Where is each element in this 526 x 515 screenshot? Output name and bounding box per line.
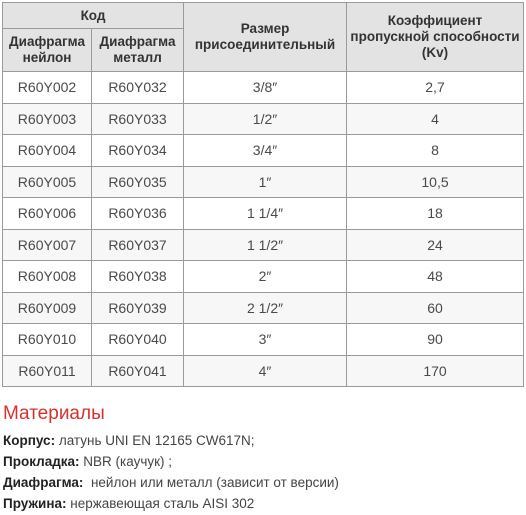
table-row — [3, 135, 524, 167]
material-line — [3, 472, 523, 493]
cell-size: 3/4″ — [184, 135, 347, 167]
cell-code-metal: R60Y038 — [92, 261, 184, 293]
cell-size: 2 1/2″ — [184, 292, 347, 324]
cell-code-metal: R60Y032 — [92, 72, 184, 104]
cell-code-nylon: R60Y008 — [3, 261, 92, 293]
table-body — [3, 72, 524, 387]
cell-size: 1 1/4″ — [184, 198, 347, 230]
material-value: нейлон или металл (зависит от версии) — [83, 475, 339, 490]
cell-kv: 18 — [347, 198, 524, 230]
materials-title: Материалы — [3, 403, 105, 424]
cell-kv: 8 — [347, 135, 524, 167]
cell-kv: 48 — [347, 261, 524, 293]
table-header — [3, 3, 524, 72]
cell-kv: 60 — [347, 292, 524, 324]
header-diaphragm-metal: Диафрагма металл — [92, 29, 184, 72]
table-row — [3, 261, 524, 293]
material-value: латунь UNI EN 12165 CW617N; — [55, 433, 255, 448]
cell-size: 1″ — [184, 166, 347, 198]
cell-code-metal: R60Y036 — [92, 198, 184, 230]
material-line — [3, 451, 523, 472]
material-label: Диафрагма: — [3, 475, 84, 490]
table-row — [3, 355, 524, 387]
cell-size: 3/8″ — [184, 72, 347, 104]
cell-kv: 90 — [347, 324, 524, 356]
materials-section — [3, 402, 523, 514]
cell-code-nylon: R60Y005 — [3, 166, 92, 198]
material-value: нержавеющая сталь AISI 302 — [66, 496, 255, 511]
cell-size: 1/2″ — [184, 103, 347, 135]
table-row — [3, 198, 524, 230]
table-row — [3, 229, 524, 261]
material-label: Корпус: — [3, 433, 56, 448]
cell-code-metal: R60Y035 — [92, 166, 184, 198]
material-line — [3, 493, 523, 514]
cell-code-metal: R60Y040 — [92, 324, 184, 356]
cell-code-nylon: R60Y006 — [3, 198, 92, 230]
table-row — [3, 324, 524, 356]
cell-code-metal: R60Y033 — [92, 103, 184, 135]
table-row — [3, 72, 524, 104]
cell-code-metal: R60Y037 — [92, 229, 184, 261]
cell-kv: 24 — [347, 229, 524, 261]
header-kv: Коэффициент пропускной способности (Kv) — [347, 3, 524, 72]
cell-code-nylon: R60Y007 — [3, 229, 92, 261]
cell-size: 2″ — [184, 261, 347, 293]
material-line — [3, 430, 523, 451]
cell-size: 4″ — [184, 355, 347, 387]
cell-size: 1 1/2″ — [184, 229, 347, 261]
cell-kv: 170 — [347, 355, 524, 387]
cell-size: 3″ — [184, 324, 347, 356]
cell-code-nylon: R60Y011 — [3, 355, 92, 387]
cell-code-nylon: R60Y004 — [3, 135, 92, 167]
header-size: Размер присоединительный — [184, 3, 347, 72]
header-diaphragm-nylon: Диафрагма нейлон — [3, 29, 92, 72]
header-code: Код — [3, 3, 184, 29]
table-row — [3, 103, 524, 135]
cell-code-nylon: R60Y002 — [3, 72, 92, 104]
material-label: Прокладка: — [3, 454, 80, 469]
cell-kv: 4 — [347, 103, 524, 135]
cell-code-nylon: R60Y010 — [3, 324, 92, 356]
material-label: Пружина: — [3, 496, 67, 511]
cell-code-metal: R60Y034 — [92, 135, 184, 167]
material-value: NBR (каучук) ; — [79, 454, 173, 469]
table-row — [3, 292, 524, 324]
cell-kv: 2,7 — [347, 72, 524, 104]
spec-table — [2, 2, 524, 387]
cell-code-nylon: R60Y003 — [3, 103, 92, 135]
cell-code-metal: R60Y039 — [92, 292, 184, 324]
materials-list — [3, 430, 523, 514]
cell-code-nylon: R60Y009 — [3, 292, 92, 324]
cell-code-metal: R60Y041 — [92, 355, 184, 387]
cell-kv: 10,5 — [347, 166, 524, 198]
table-row — [3, 166, 524, 198]
